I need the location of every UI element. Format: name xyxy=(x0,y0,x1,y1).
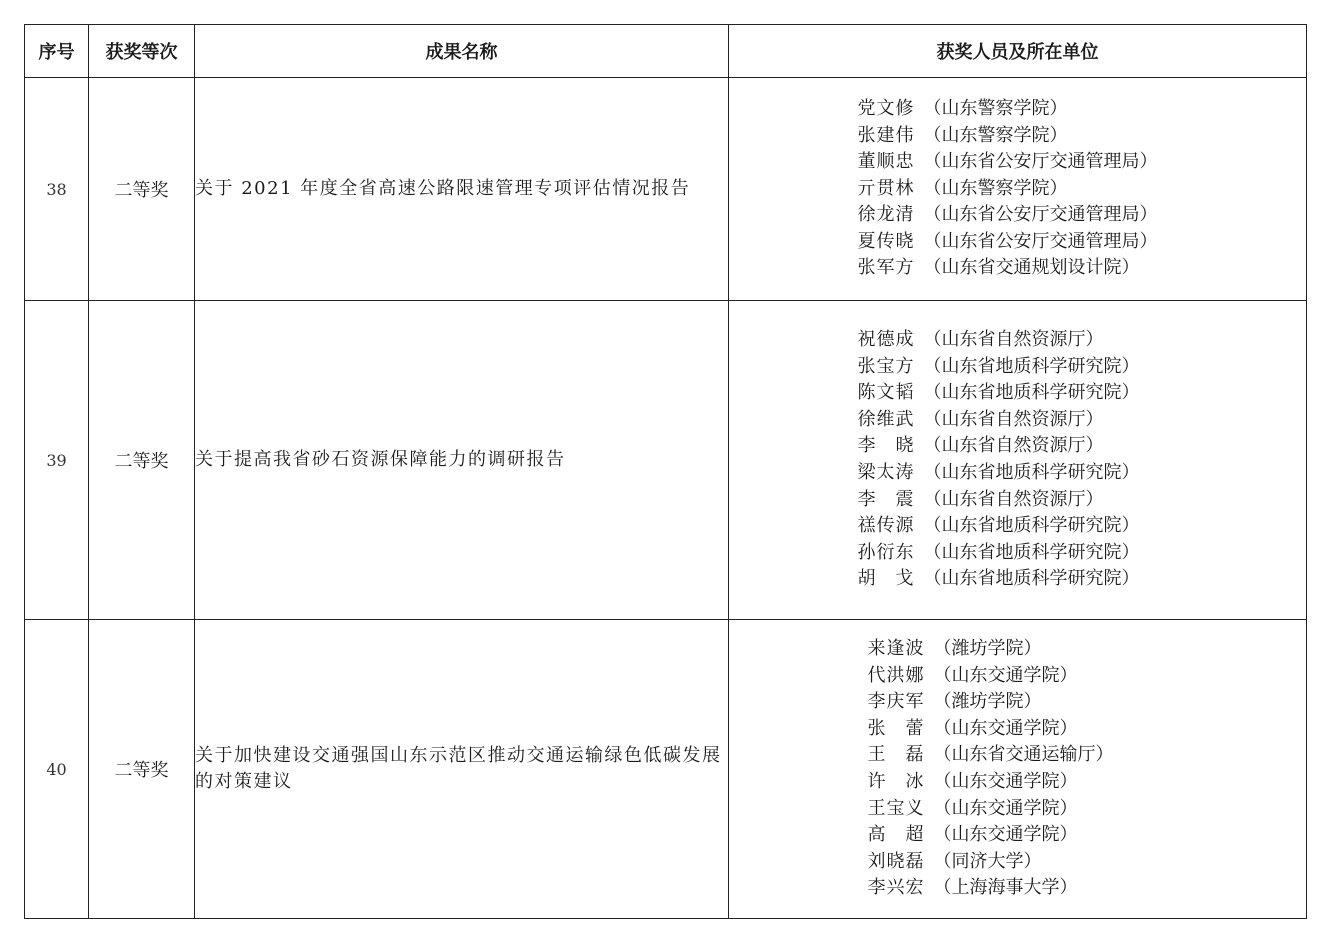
header-level: 获奖等次 xyxy=(89,25,195,78)
awardee-unit: （山东省地质科学研究院） xyxy=(923,462,1140,483)
awardee-list xyxy=(858,327,1178,593)
table-row xyxy=(25,620,1307,919)
awardee-unit: （同济大学） xyxy=(933,850,1042,872)
list-item xyxy=(858,255,1178,282)
awardee-unit: （潍坊学院） xyxy=(933,691,1042,713)
awardee-unit: （山东省自然资源厅） xyxy=(923,435,1104,457)
list-item xyxy=(868,663,1168,690)
row-number: 38 xyxy=(25,78,89,301)
achievement-title: 关于加快建设交通强国山东示范区推动交通运输绿色低碳发展的对策建议 xyxy=(195,620,729,919)
awardee-name: 王宝义 xyxy=(867,797,925,819)
awardee-unit: （山东省公安厅交通管理局） xyxy=(923,151,1158,173)
awardee-unit: （山东省地质科学研究院） xyxy=(923,568,1140,590)
awardee-unit: （山东省交通运输厅） xyxy=(933,744,1114,766)
awardee-name: 来逢波 xyxy=(867,638,925,660)
list-item xyxy=(858,460,1178,487)
awardee-unit: （山东警察学院） xyxy=(923,124,1068,146)
awardee-name: 祝德成 xyxy=(857,329,915,351)
awardee-unit: （山东交通学院） xyxy=(933,797,1078,819)
row-number: 40 xyxy=(25,620,89,919)
awardee-unit: （潍坊学院） xyxy=(933,638,1042,660)
table-row xyxy=(25,78,1307,301)
awardee-name: 夏传晓 xyxy=(857,230,915,252)
header-title: 成果名称 xyxy=(195,25,729,78)
awardee-unit: （山东省自然资源厅） xyxy=(923,408,1104,430)
awardee-name: 张军方 xyxy=(857,257,915,279)
list-item xyxy=(868,742,1168,769)
awardee-name: 董顺忠 xyxy=(857,151,915,173)
awardee-unit: （山东交通学院） xyxy=(933,824,1078,846)
awardee-name: 王 磊 xyxy=(867,744,925,766)
award-level: 二等奖 xyxy=(89,620,195,919)
awardee-unit: （山东省交通规划设计院） xyxy=(923,257,1140,279)
awardee-name: 高 超 xyxy=(867,824,925,846)
row-number: 39 xyxy=(25,301,89,620)
awardee-name: 党文修 xyxy=(857,97,915,119)
awardee-list xyxy=(858,96,1178,282)
awardee-name: 徐龙清 xyxy=(857,204,915,226)
list-item xyxy=(868,822,1168,849)
table-header-row xyxy=(25,25,1307,78)
awardee-unit: （山东省地质科学研究院） xyxy=(923,515,1140,537)
awardee-list xyxy=(868,636,1168,902)
awardee-unit: （山东交通学院） xyxy=(933,717,1078,739)
awardee-name: 李 震 xyxy=(857,488,915,510)
list-item xyxy=(868,689,1168,716)
awardee-unit: （山东省地质科学研究院） xyxy=(923,382,1140,404)
awardee-name: 亓贯林 xyxy=(857,177,915,199)
list-item xyxy=(868,875,1168,902)
list-item xyxy=(858,229,1178,256)
awardee-name: 陈文韬 xyxy=(857,382,915,404)
awardee-unit: （山东省自然资源厅） xyxy=(923,329,1104,351)
header-people: 获奖人员及所在单位 xyxy=(729,25,1307,78)
awardee-unit: （山东省自然资源厅） xyxy=(923,488,1104,510)
awardee-unit: （上海海事大学） xyxy=(933,877,1078,899)
table-row xyxy=(25,301,1307,620)
awardee-name: 梁太涛 xyxy=(857,462,915,483)
list-item xyxy=(858,540,1178,567)
list-item xyxy=(858,176,1178,203)
awardee-unit: （山东省公安厅交通管理局） xyxy=(923,230,1158,252)
list-item xyxy=(858,380,1178,407)
awardees-cell xyxy=(729,78,1307,301)
awardee-unit: （山东警察学院） xyxy=(923,177,1068,199)
awardee-name: 张建伟 xyxy=(857,124,915,146)
awardee-name: 李庆军 xyxy=(867,691,925,713)
award-table xyxy=(24,24,1307,919)
list-item xyxy=(858,513,1178,540)
achievement-title: 关于提高我省砂石资源保障能力的调研报告 xyxy=(195,301,729,620)
list-item xyxy=(868,849,1168,876)
awardees-cell xyxy=(729,301,1307,620)
awardee-unit: （山东省公安厅交通管理局） xyxy=(923,204,1158,226)
awardee-unit: （山东交通学院） xyxy=(933,771,1078,792)
list-item xyxy=(858,123,1178,150)
award-level: 二等奖 xyxy=(89,301,195,620)
list-item xyxy=(858,407,1178,434)
list-item xyxy=(868,769,1168,796)
awardee-unit: （山东交通学院） xyxy=(933,664,1078,686)
awardee-name: 张 蕾 xyxy=(867,717,925,739)
awardee-name: 徐维武 xyxy=(857,408,915,430)
list-item xyxy=(868,716,1168,743)
awardee-name: 孙衍东 xyxy=(857,541,915,563)
awardee-name: 李兴宏 xyxy=(867,877,925,899)
list-item xyxy=(858,354,1178,381)
awardee-name: 李 晓 xyxy=(857,435,915,457)
award-level: 二等奖 xyxy=(89,78,195,301)
awardees-cell xyxy=(729,620,1307,919)
list-item xyxy=(858,149,1178,176)
list-item xyxy=(868,796,1168,823)
header-no: 序号 xyxy=(25,25,89,78)
awardee-name: 刘晓磊 xyxy=(867,850,925,872)
awardee-unit: （山东省地质科学研究院） xyxy=(923,541,1140,563)
list-item xyxy=(858,96,1178,123)
list-item xyxy=(858,202,1178,229)
awardee-name: 禚传源 xyxy=(857,515,915,537)
list-item xyxy=(858,487,1178,514)
awardee-name: 许 冰 xyxy=(867,771,925,792)
achievement-title: 关于 2021 年度全省高速公路限速管理专项评估情况报告 xyxy=(195,78,729,301)
awardee-unit: （山东警察学院） xyxy=(923,97,1068,119)
awardee-unit: （山东省地质科学研究院） xyxy=(923,355,1140,377)
list-item xyxy=(858,327,1178,354)
list-item xyxy=(858,433,1178,460)
awardee-name: 代洪娜 xyxy=(867,664,925,686)
awardee-name: 胡 戈 xyxy=(857,568,915,590)
list-item xyxy=(858,566,1178,593)
list-item xyxy=(868,636,1168,663)
awardee-name: 张宝方 xyxy=(857,355,915,377)
